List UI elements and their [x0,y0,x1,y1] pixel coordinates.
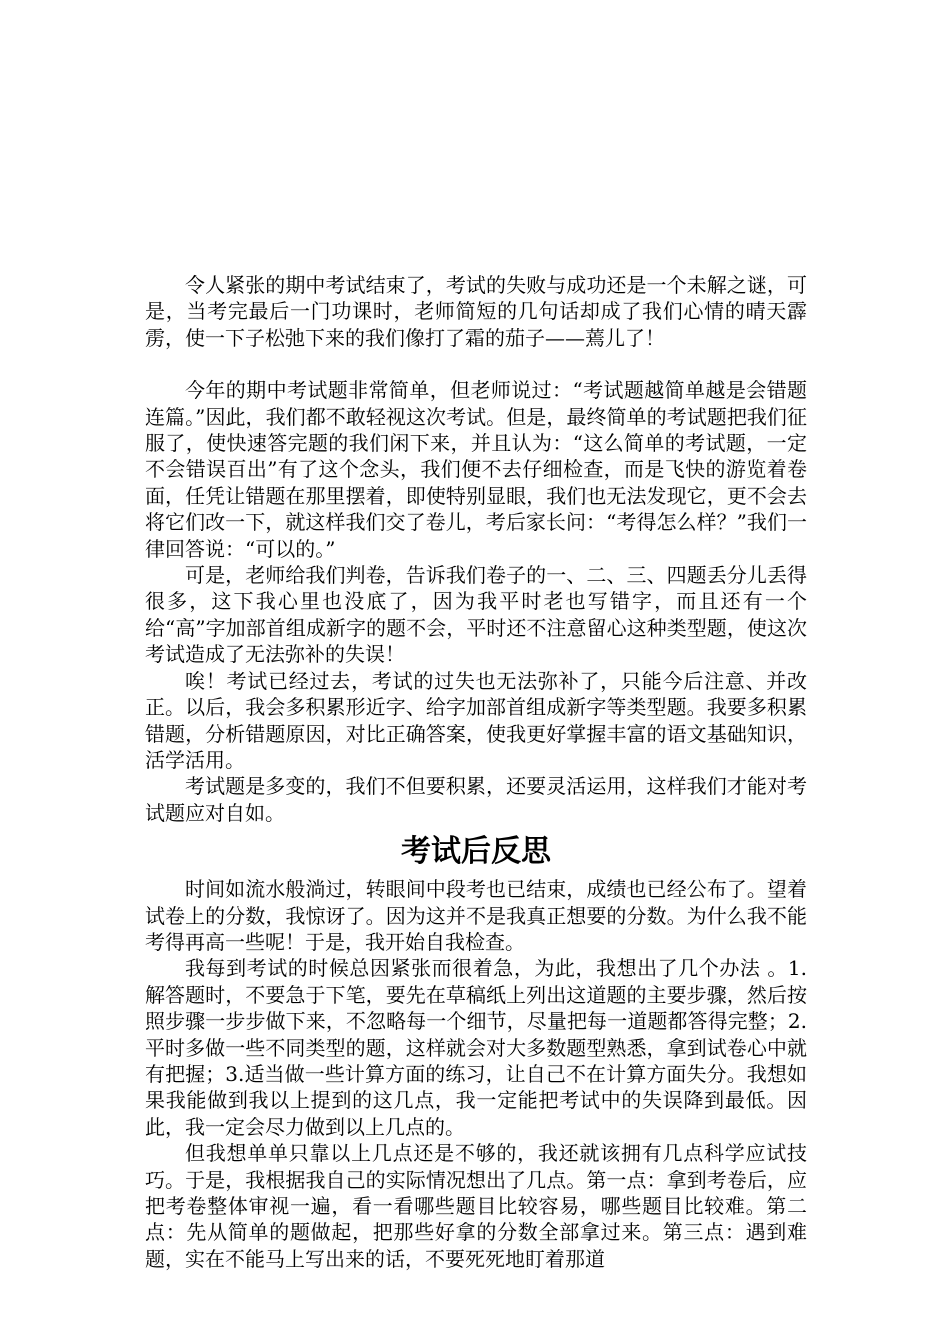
essay2-paragraph-2: 我每到考试的时候总因紧张而很着急，为此，我想出了几个办法 。1.解答题时，不要急于下笔，要先在草稿纸上列出这道题的主要步骤，然后按照步骤一步步做下来，不忽略每一个细节，尽量把每一道题都答得完整；2.平时多做一些不同类型的题，这样就会对大多数题型熟悉，拿到试卷心中就有把握；3.适当做一些计算方面的练习，让自己不在计算方面失分。我想如果我能做到我以上提到的这几点，我一定能把考试中的失误降到最低。因此，我一定会尽力做到以上几点的。 [145,956,807,1139]
essay1-paragraph-3: 可是，老师给我们判卷，告诉我们卷子的一、二、三、四题丢分儿丢得很多，这下我心里也没底了，因为我平时老也写错字，而且还有一个给“高”字加部首组成新字的题不会，平时还不注意留心这种类型题，使这次考试造成了无法弥补的失误！ [145,563,807,667]
paragraph-gap [145,351,807,377]
essay2-paragraph-3: 但我想单单只靠以上几点还是不够的，我还就该拥有几点科学应试技巧。于是，我根据我自己的实际情况想出了几点。第一点：拿到考卷后，应把考卷整体审视一遍，看一看哪些题目比较容易，哪些题目比较难。第二点：先从简单的题做起，把那些好拿的分数全部拿过来。第三点：遇到难题，实在不能马上写出来的话，不要死死地盯着那道 [145,1141,807,1271]
essay1-paragraph-5: 考试题是多变的，我们不但要积累，还要灵活运用，这样我们才能对考试题应对自如。 [145,774,807,825]
essay1-paragraph-4: 唉！考试已经过去，考试的过失也无法弥补了，只能今后注意、并改正。以后，我会多积累形近字、给字加部首组成新字等类型题。我要多积累错题，分析错题原因，对比正确答案，使我更好掌握丰富的语文基础知识，活学活用。 [145,668,807,772]
essay1-paragraph-2: 今年的期中考试题非常简单，但老师说过：“考试题越简单越是会错题连篇。”因此，我们都不敢轻视这次考试。但是，最终简单的考试题把我们征服了，使快速答完题的我们闲下来，并且认为：“这么简单的考试题，一定不会错误百出”有了这个念头，我们便不去仔细检查，而是飞快的游览着卷面，任凭让错题在那里摆着，即使特别显眼，我们也无法发现它，更不会去将它们改一下，就这样我们交了卷儿，考后家长问：“考得怎么样？”我们一律回答说：“可以的。” [145,378,807,561]
essay2-title: 考试后反思 [401,834,551,870]
document-page [145,272,807,1272]
essay1-paragraph-1: 令人紧张的期中考试结束了，考试的失败与成功还是一个未解之谜，可是，当考完最后一门功课时，老师简短的几句话却成了我们心情的晴天霹雳，使一下子松弛下来的我们像打了霜的茄子——蔫儿了！ [145,273,807,350]
essay2-paragraph-1: 时间如流水般淌过，转眼间中段考也已结束，成绩也已经公布了。望着试卷上的分数，我惊讶了。因为这并不是我真正想要的分数。为什么我不能考得再高一些呢！于是，我开始自我检查。 [145,877,807,954]
